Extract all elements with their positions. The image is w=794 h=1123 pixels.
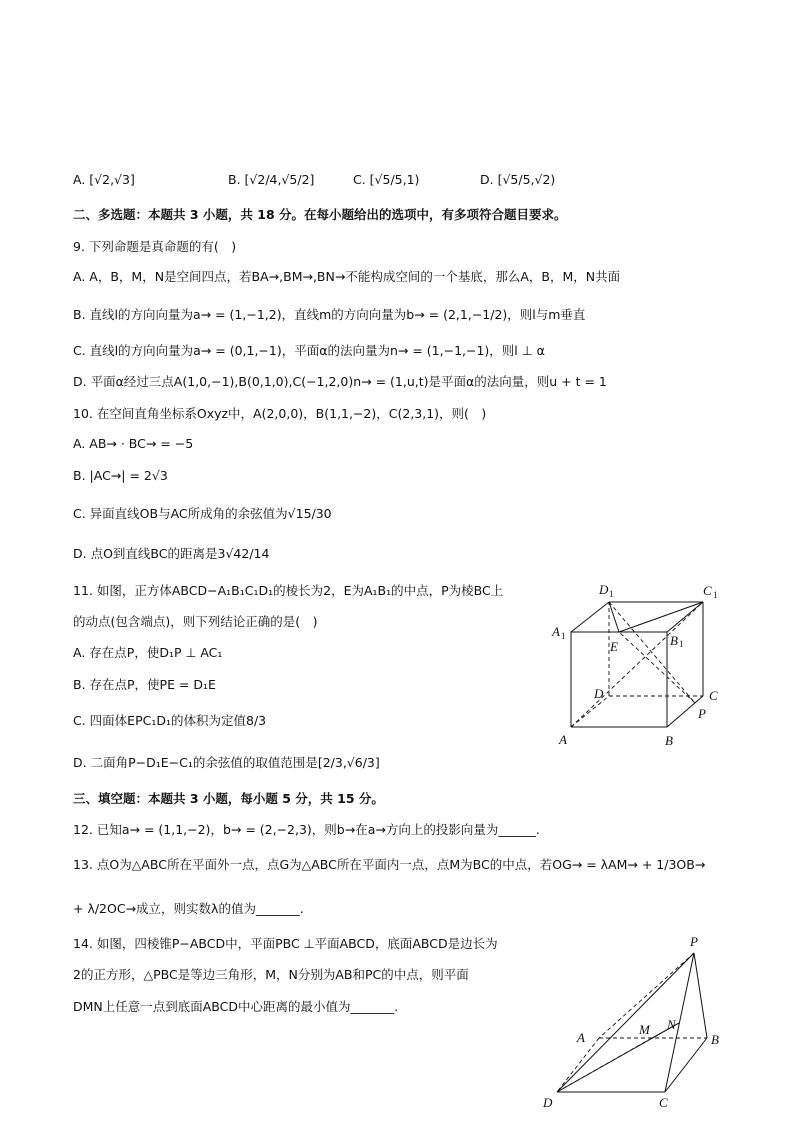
q8-option-a: A. [√2,√3] bbox=[73, 172, 135, 187]
cube-edge-c1b1 bbox=[667, 602, 703, 632]
q12-text: 12. 已知a→ = (1,1,−2)，b→ = (2,−2,3)，则b→在a→方向上的投影向量为______. bbox=[73, 822, 540, 837]
cube-label-c: C bbox=[709, 688, 718, 703]
cube-label-a: A bbox=[559, 732, 567, 747]
cube-label-d1-sub: 1 bbox=[609, 589, 614, 599]
q10-option-c: C. 异面直线OB与AC所成角的余弦值为√15/30 bbox=[73, 506, 332, 521]
q13-line2: + λ/2OC→成立，则实数λ的值为_______. bbox=[73, 901, 304, 916]
q14-line1: 14. 如图，四棱锥P−ABCD中，平面PBC ⊥平面ABCD，底面ABCD是边长为 bbox=[73, 936, 498, 951]
cube-label-a1-sub: 1 bbox=[561, 631, 566, 641]
q9-option-a: A. A，B，M，N是空间四点，若BA→,BM→,BN→不能构成空间的一个基底，那么A，B，M，N共面 bbox=[73, 269, 621, 284]
q9-option-d: D. 平面α经过三点A(1,0,−1),B(0,1,0),C(−1,2,0)n→ = (1,u,t)是平面α的法向量，则u + t = 1 bbox=[73, 374, 607, 389]
cube-label-b1: B bbox=[670, 633, 678, 648]
q8-option-b: B. [√2/4,√5/2] bbox=[228, 172, 315, 187]
cube-diagonal-ac1 bbox=[571, 602, 703, 727]
q10-option-a: A. AB→ · BC→ = −5 bbox=[73, 436, 194, 451]
cube-segment-d1p bbox=[609, 602, 695, 703]
pyramid-label-b: B bbox=[711, 1032, 719, 1047]
q14-line3: DMN上任意一点到底面ABCD中心距离的最小值为_______. bbox=[73, 999, 399, 1014]
cube-label-b: B bbox=[665, 733, 673, 748]
pyramid-label-a: A bbox=[577, 1030, 585, 1045]
pyramid-label-c: C bbox=[659, 1095, 668, 1110]
pyramid-edge-ad-hidden bbox=[557, 1038, 599, 1092]
q9-option-c: C. 直线l的方向向量为a→ = (0,1,−1)，平面α的法向量为n→ = (1,−1,−1)，则l ⊥ α bbox=[73, 343, 545, 358]
section-3-header: 三、填空题：本题共 3 小题，每小题 5 分，共 15 分。 bbox=[73, 791, 384, 806]
q8-option-d: D. [√5/5,√2) bbox=[480, 172, 556, 187]
cube-label-d1: D bbox=[599, 582, 609, 597]
cube-segment-d1e bbox=[609, 602, 619, 632]
cube-label-a1: A bbox=[552, 624, 560, 639]
q9-option-b: B. 直线l的方向向量为a→ = (1,−1,2)，直线m的方向向量为b→ = (2,1,−1/2)，则l与m垂直 bbox=[73, 307, 586, 322]
q11-stem-line2: 的动点(包含端点)，则下列结论正确的是( ) bbox=[73, 614, 318, 629]
cube-segment-pe bbox=[619, 632, 695, 703]
q11-option-d: D. 二面角P−D₁E−C₁的余弦值的取值范围是[2/3,√6/3] bbox=[73, 755, 380, 770]
pyramid-edge-pb bbox=[694, 953, 707, 1038]
cube-label-p: P bbox=[698, 706, 706, 721]
cube-label-c1: C bbox=[703, 583, 712, 598]
cube-figure bbox=[540, 575, 740, 755]
cube-label-b1-sub: 1 bbox=[679, 639, 684, 649]
q11-option-c: C. 四面体EPC₁D₁的体积为定值8/3 bbox=[73, 713, 267, 728]
q10-option-b: B. |AC→| = 2√3 bbox=[73, 468, 168, 483]
cube-label-e: E bbox=[610, 639, 618, 654]
q9-stem: 9. 下列命题是真命题的有( ) bbox=[73, 239, 237, 254]
pyramid-label-n: N bbox=[667, 1017, 676, 1032]
pyramid-label-m: M bbox=[639, 1022, 650, 1037]
pyramid-label-p: P bbox=[690, 934, 698, 949]
cube-segment-ec1 bbox=[619, 602, 703, 632]
q10-option-d: D. 点O到直线BC的距离是3√42/14 bbox=[73, 546, 270, 561]
pyramid-edge-cb bbox=[665, 1038, 707, 1092]
q8-option-c: C. [√5/5,1) bbox=[353, 172, 420, 187]
cube-edge-a1d1 bbox=[571, 602, 609, 632]
section-2-header: 二、多选题：本题共 3 小题，共 18 分。在每小题给出的选项中，有多项符合题目要求。 bbox=[73, 207, 567, 222]
q11-option-b: B. 存在点P，使PE = D₁E bbox=[73, 677, 216, 692]
pyramid-label-d: D bbox=[543, 1095, 553, 1110]
q14-line2: 2的正方形，△PBC是等边三角形，M，N分别为AB和PC的中点，则平面 bbox=[73, 967, 469, 982]
q10-stem: 10. 在空间直角坐标系Oxyz中，A(2,0,0)，B(1,1,−2)，C(2,3,1)，则( ) bbox=[73, 406, 487, 421]
q11-stem-line1: 11. 如图，正方体ABCD−A₁B₁C₁D₁的棱长为2，E为A₁B₁的中点，P为棱BC上 bbox=[73, 583, 504, 598]
q11-option-a: A. 存在点P，使D₁P ⊥ AC₁ bbox=[73, 645, 223, 660]
pyramid-figure bbox=[535, 932, 735, 1117]
cube-label-d: D bbox=[594, 686, 604, 701]
q13-line1: 13. 点O为△ABC所在平面外一点，点G为△ABC所在平面内一点，点M为BC的中点，若OG→ = λAM→ + 1/3OB→ bbox=[73, 857, 706, 872]
cube-label-c1-sub: 1 bbox=[713, 590, 718, 600]
